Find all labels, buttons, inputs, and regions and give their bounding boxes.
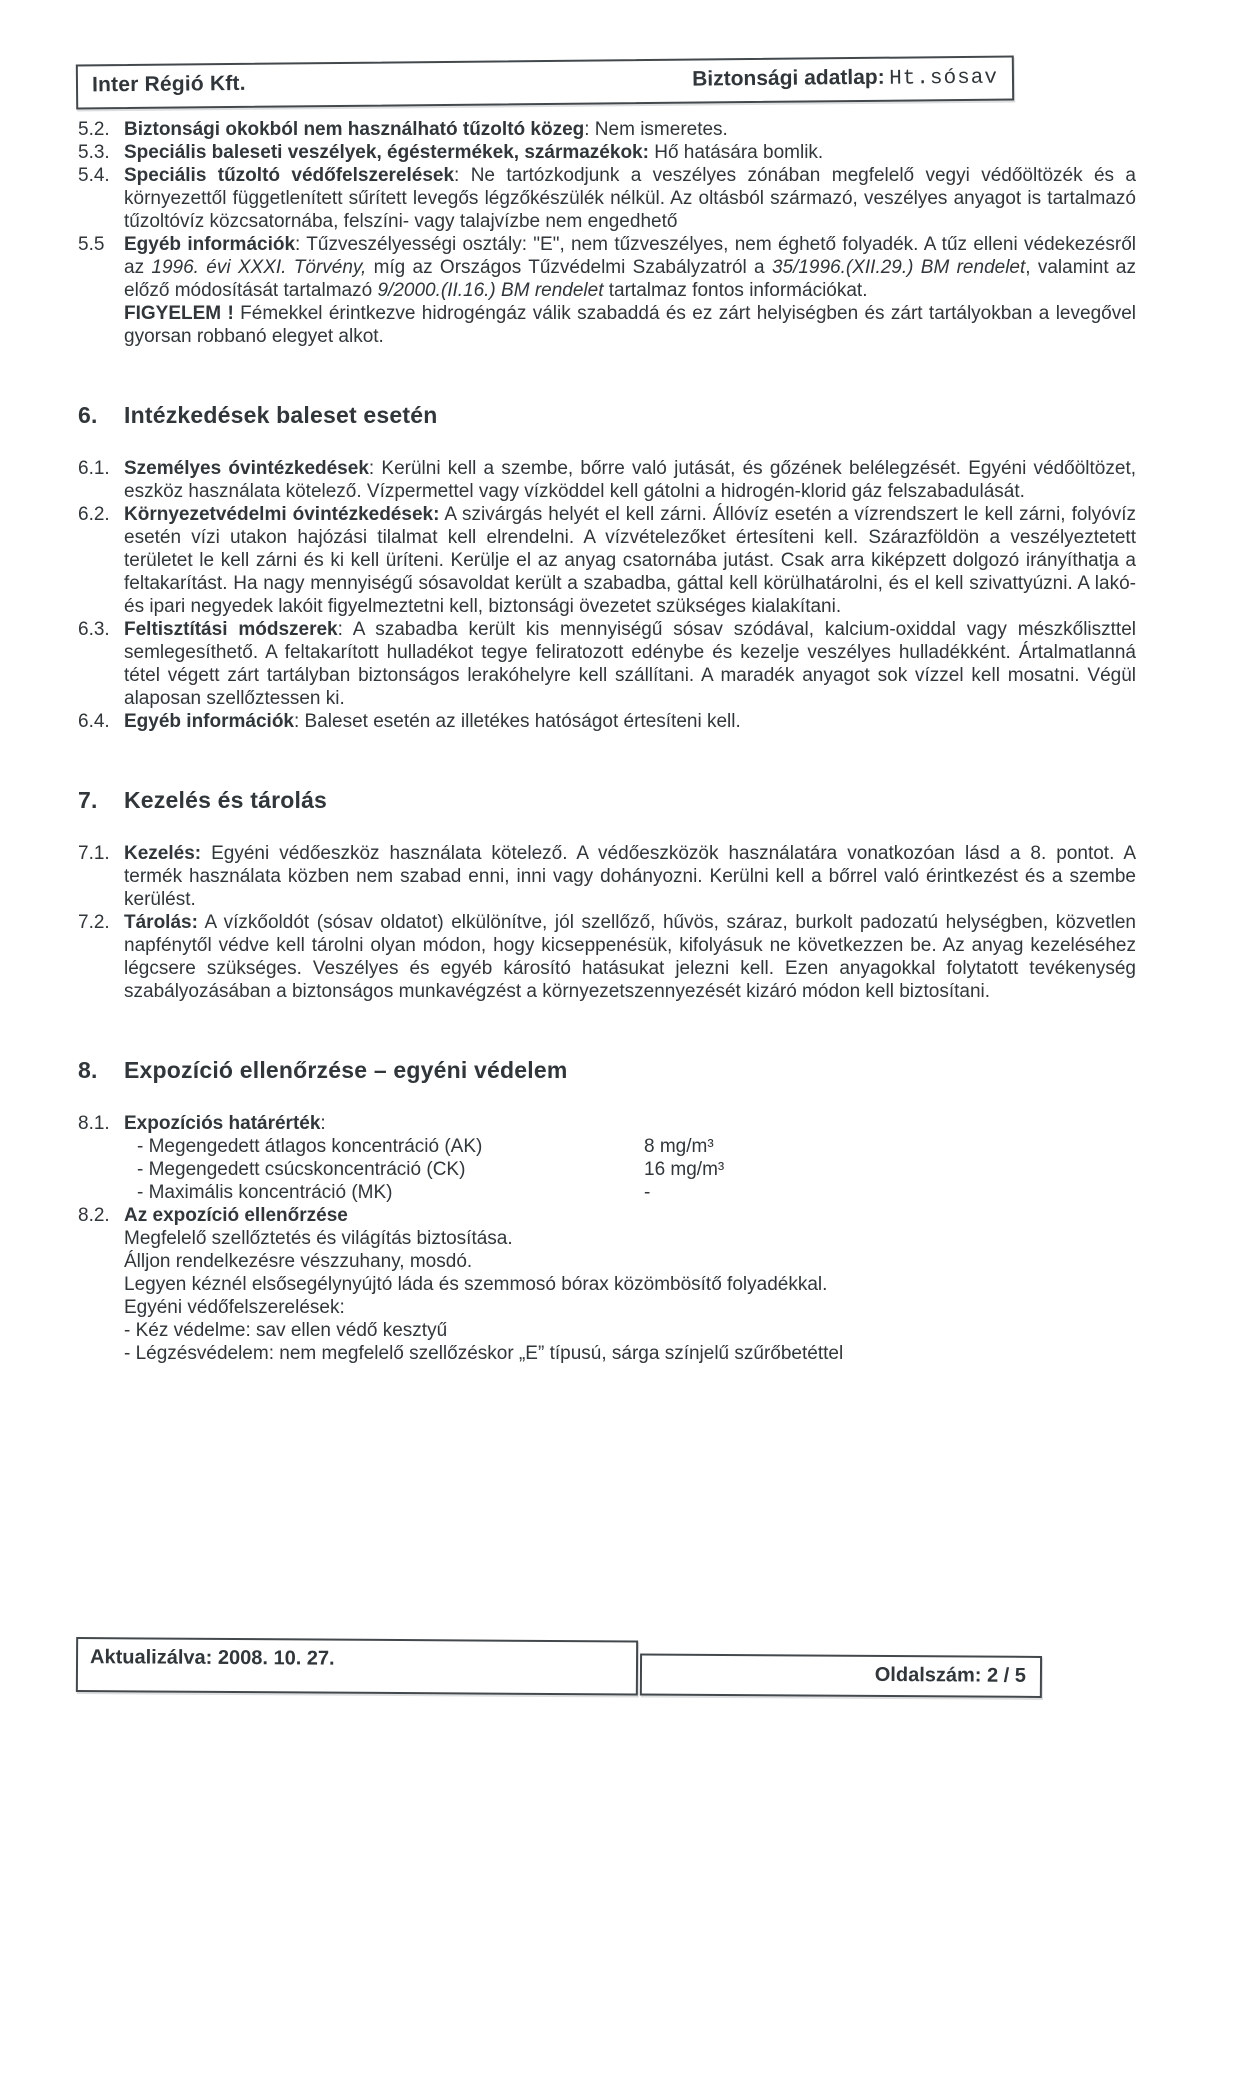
exposure-value: 16 mg/m³: [644, 1159, 725, 1180]
text-run: FIGYELEM !: [124, 303, 234, 324]
text-run: Környezetvédelmi óvintézkedések:: [124, 504, 440, 525]
item-number: 6.3.: [78, 619, 110, 640]
text-run: Expozíciós határérték: [124, 1113, 321, 1134]
text-run: A szivárgás helyét el kell zárni. Állóvíz esetén a vízrendszert le kell zárni, folyóvíz esetén vízi utakon hajózási tilalmat kell elrendelni. A vízvételezőket értesíteni kell. Szárazföldön a veszélyeztetett területet le kell zárni és ki kell üríteni. Kerülje el az anyag csatornába jutást. Csak arra kiképzett dolgozó irányíthatja a feltakarítást. Ha nagy mennyiségű sósavoldat került a szabadba, gáttal kell körülhatárolni, és el kell szivattyúzni. A lakó- és ipari negyedek lakóit figyelmeztetni kell, biztonsági övezetet szükséges kialakítani.: [124, 504, 1136, 617]
text-run: :: [320, 1113, 326, 1134]
item-text: [124, 710, 1136, 733]
text-run: 35/1996.(XII.29.) BM rendelet: [771, 257, 1026, 278]
section-item: [78, 1112, 1136, 1204]
page-number-label: Oldalszám:: [874, 1663, 982, 1687]
header-bar: [76, 55, 1014, 109]
item-text: [124, 141, 1136, 164]
detail-line: - Kéz védelme: sav ellen védő kesztyű: [124, 1320, 448, 1341]
section-item: [78, 302, 1136, 348]
updated-label: Aktualizálva:: [89, 1646, 213, 1669]
exposure-label: - Megengedett csúcskoncentráció (CK): [137, 1159, 466, 1180]
text-run: 9/2000.(II.16.) BM rendelet: [377, 280, 604, 301]
text-run: : A szabadba került kis mennyiségű sósav szódával, kalcium-oxiddal vagy mészkőliszttel semlegesíthető. A feltakarított hulladékot tegye feliratozott edénybe és kezelje veszélyes hulladékként. Ártalmatlanná tétel végett zárt tartályban biztonságos lerakóhelyre kell szállítani. A maradék anyagot sok vízzel kell mosatni. Végül alaposan szellőztessen ki.: [124, 619, 1136, 709]
section-heading: [78, 1057, 1136, 1084]
section-number: 7.: [78, 787, 98, 813]
item-number: 5.2.: [78, 119, 110, 140]
item-text: [124, 118, 1136, 141]
section-item: [78, 911, 1136, 1003]
text-run: Az expozíció ellenőrzése: [124, 1205, 348, 1226]
updated-box: [76, 1637, 638, 1695]
item-text: [124, 503, 1136, 618]
document-title: [692, 65, 998, 93]
item-number: 8.1.: [78, 1113, 110, 1134]
section-number: 8.: [78, 1057, 98, 1083]
section-item: [78, 618, 1136, 710]
item-text: [124, 911, 1136, 1003]
item-number: 5.3.: [78, 142, 110, 163]
text-run: Hő hatására bomlik.: [648, 142, 824, 163]
page-number-box: [640, 1653, 1042, 1697]
exposure-row: [124, 1158, 1136, 1181]
detail-line: Legyen kéznél elsősegélynyújtó láda és szemmosó bórax közömbösítő folyadékkal.: [124, 1274, 828, 1295]
section-title: Kezelés és tárolás: [124, 787, 328, 813]
exposure-label: - Maximális koncentráció (MK): [137, 1182, 393, 1203]
text-run: , valamint az előző módosítását tartalmazó: [124, 257, 1136, 301]
item-text: [124, 1112, 1136, 1204]
exposure-value: -: [644, 1182, 651, 1203]
text-run: : Kerülni kell a szembe, bőrre való jutását, és gőzének belélegzését. Egyéni védőöltözet, eszköz használata kötelező. Vízpermettel vagy vízköddel kell gátolni a hidrogén-klorid gáz felszabadulását.: [124, 458, 1136, 502]
section-item: [78, 842, 1136, 911]
text-run: Egyéb információk: [124, 234, 296, 255]
section-item: [78, 164, 1136, 233]
exposure-value: 8 mg/m³: [644, 1136, 714, 1157]
text-run: Személyes óvintézkedések: [124, 458, 369, 479]
section-item: [78, 457, 1136, 503]
item-text: [124, 457, 1136, 503]
section-heading: [78, 402, 1136, 429]
text-run: Speciális tűzoltó védőfelszerelések: [124, 165, 455, 186]
text-run: Egyéni védőeszköz használata kötelező. A védőeszközök használatára vonatkozóan lásd a 8. pontot. A termék használata közben nem szabad enni, inni vagy dohányozni. Kerülni kell a bőrrel való érintkezést és a szembe kerülést.: [124, 843, 1136, 910]
document-title-value: Ht.sósav: [889, 66, 999, 91]
item-number: 6.4.: [78, 711, 110, 732]
item-text: [124, 842, 1136, 911]
item-number: 7.2.: [78, 912, 110, 933]
section-item: [78, 1204, 1136, 1365]
section-item: [78, 233, 1136, 302]
section-item: [78, 141, 1136, 164]
text-run: tartalmaz fontos információkat.: [603, 280, 868, 301]
page-number-value: 2 / 5: [986, 1664, 1027, 1687]
footer-bar: [76, 1637, 1042, 1698]
item-text: [124, 233, 1136, 302]
section-item: [78, 710, 1136, 733]
exposure-row: [124, 1135, 1136, 1158]
section-title: Intézkedések baleset esetén: [124, 402, 438, 428]
item-number: 5.5: [78, 234, 105, 255]
text-run: A vízkőoldót (sósav oldatot) elkülönítve, jól szellőző, hűvös, száraz, burkolt padozatú helységben, közvetlen napfénytől védve kell tárolni olyan módon, hogy kicseppenésük, kifolyásuk ne következzen be. Az anyag kezeléséhez légcsere szükséges. Veszélyes és egyéb károsító hatásukat jelezni kell. Ezen anyagokkal folytatott tevékenység szabályozásában a biztonságos munkavégzést a környezetszennyezését kizáró módon kell biztosítani.: [124, 912, 1136, 1002]
text-run: 1996. évi XXXI. Törvény,: [151, 257, 367, 278]
item-number: 5.4.: [78, 165, 110, 186]
section-item: [78, 503, 1136, 618]
text-run: Fémekkel érintkezve hidrogéngáz válik szabaddá és ez zárt helyiségben és zárt tartályokban a levegővel gyorsan robbanó elegyet alkot.: [124, 303, 1136, 347]
item-number: [78, 302, 124, 348]
section-item: [78, 118, 1136, 141]
section-title: Expozíció ellenőrzése – egyéni védelem: [124, 1057, 568, 1083]
company-name: Inter Régió Kft.: [91, 71, 246, 97]
detail-line: Álljon rendelkezésre vészzuhany, mosdó.: [124, 1251, 473, 1272]
document-title-label: Biztonsági adatlap:: [692, 65, 885, 91]
item-number: 7.1.: [78, 843, 110, 864]
updated-date: 2008. 10. 27.: [217, 1646, 335, 1670]
item-text: [124, 164, 1136, 233]
item-text: [124, 1204, 1136, 1365]
text-run: : Baleset esetén az illetékes hatóságot értesíteni kell.: [294, 711, 741, 732]
detail-line: - Légzésvédelem: nem megfelelő szellőzéskor „E” típusú, sárga színjelű szűrőbetéttel: [124, 1343, 844, 1364]
item-number: 8.2.: [78, 1205, 110, 1226]
text-run: Speciális baleseti veszélyek, égéstermékek, származékok:: [124, 142, 649, 163]
item-text: [124, 302, 1136, 348]
text-run: : Ne tartózkodjunk a veszélyes zónában megfelelő vegyi védőöltözék és a környezettől függetlenített sűrített levegős légzőkészülék nélkül. Az oltásból származó, veszélyes anyagot is tartalmazó tűzoltóvíz közcsatornába, felszíni- vagy talajvízbe nem engedhető: [124, 165, 1136, 232]
section-heading: [78, 787, 1136, 814]
detail-line: Egyéni védőfelszerelések:: [124, 1297, 345, 1318]
text-run: : Tűzveszélyességi osztály: "E", nem tűzveszélyes, nem éghető folyadék. A tűz elleni védekezésről az: [124, 234, 1136, 278]
detail-line: Megfelelő szellőztetés és világítás biztosítása.: [124, 1228, 513, 1249]
document-body: [78, 118, 1136, 1365]
item-text: [124, 618, 1136, 710]
item-number: 6.2.: [78, 504, 110, 525]
exposure-label: - Megengedett átlagos koncentráció (AK): [137, 1136, 483, 1157]
exposure-row: [124, 1181, 1136, 1204]
text-run: Kezelés:: [124, 843, 202, 864]
text-run: Egyéb információk: [124, 711, 294, 732]
text-run: Feltisztítási módszerek: [124, 619, 338, 640]
text-run: : Nem ismeretes.: [584, 119, 728, 140]
section-number: 6.: [78, 402, 98, 428]
text-run: Biztonsági okokból nem használható tűzoltó közeg: [124, 119, 585, 140]
item-number: 6.1.: [78, 458, 110, 479]
text-run: Tárolás:: [124, 912, 198, 933]
text-run: míg az Országos Tűzvédelmi Szabályzatról a: [366, 257, 772, 278]
